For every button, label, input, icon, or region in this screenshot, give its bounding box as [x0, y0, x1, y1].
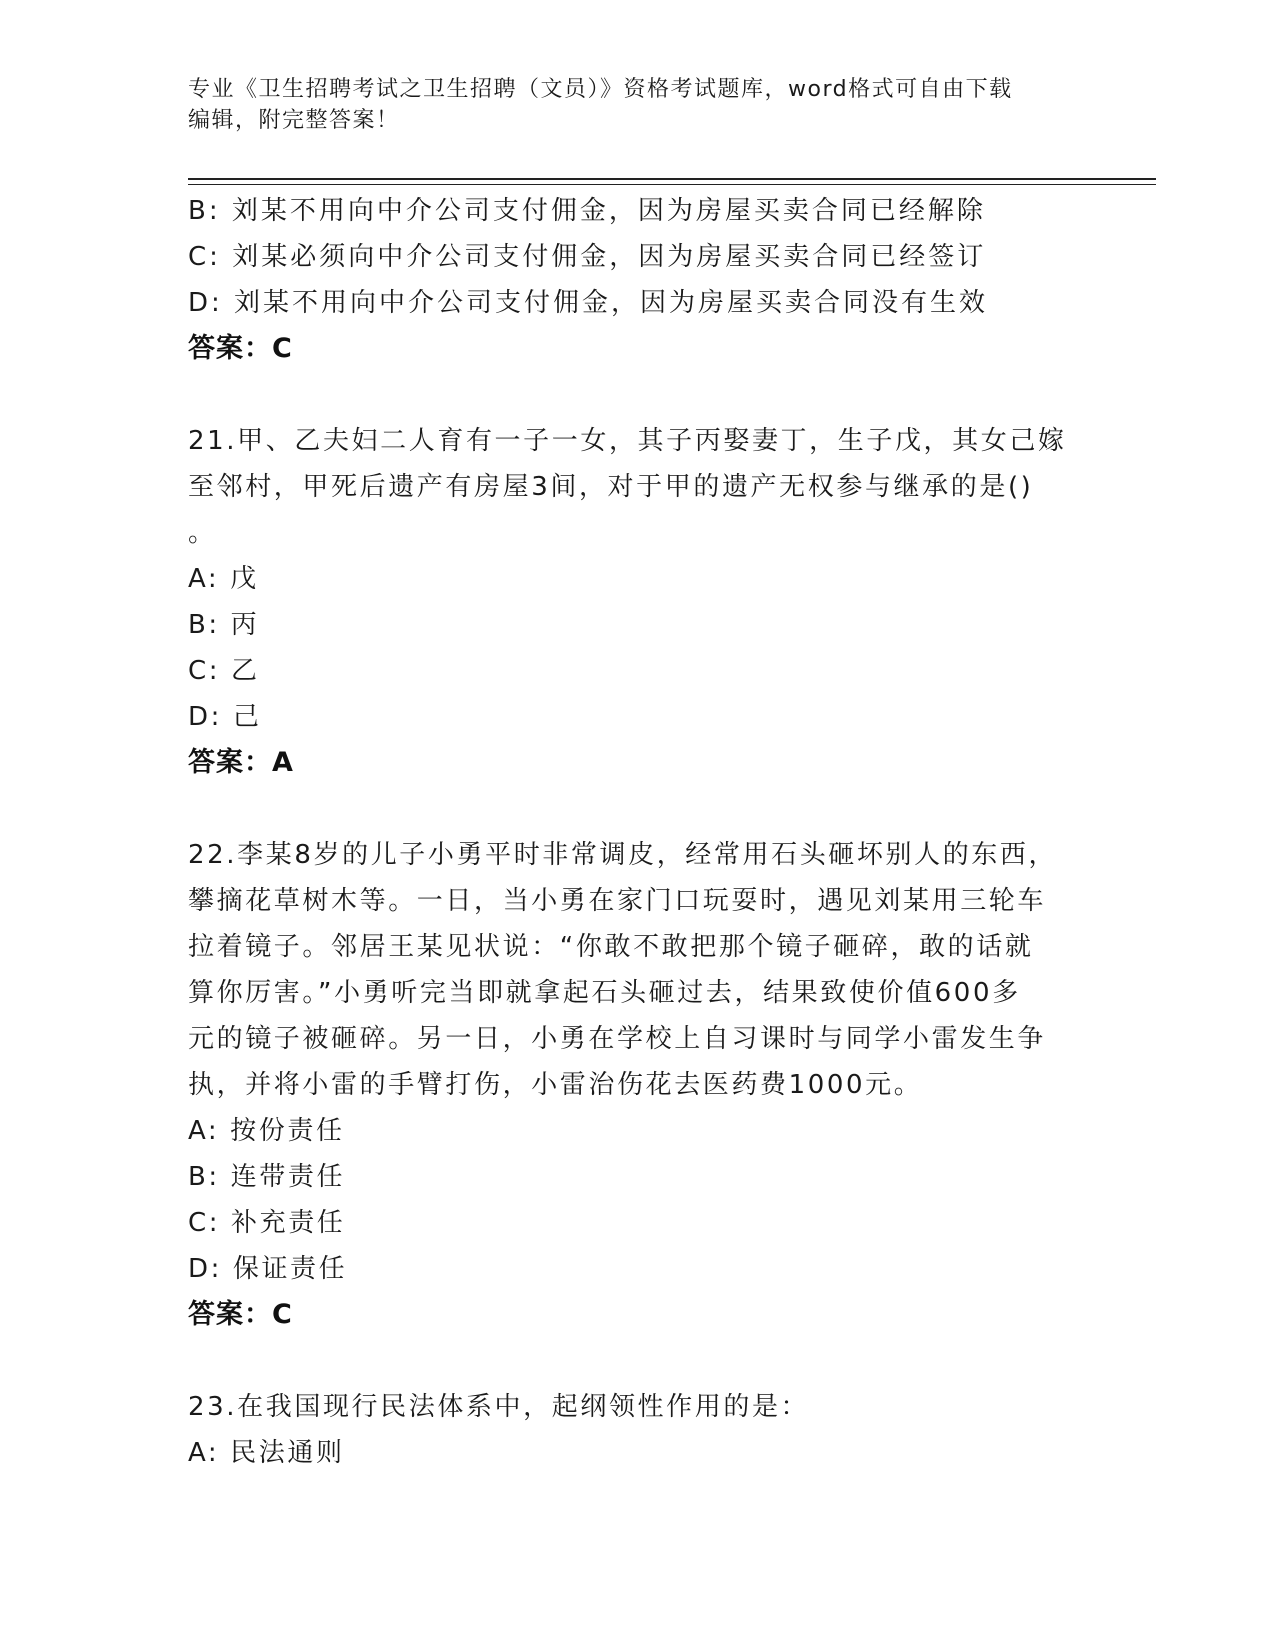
prev-question-options — [188, 188, 1088, 326]
question-stem-line: 元的镜子被砸碎。另一日，小勇在学校上自习课时与同学小雷发生争 — [188, 1024, 1047, 1054]
answer-label: 答案：C — [188, 1299, 293, 1330]
option-d: D: 刘某不用向中介公司支付佣金，因为房屋买卖合同没有生效 — [188, 288, 989, 318]
question-stem-line: 22.李某8岁的儿子小勇平时非常调皮，经常用石头砸坏别人的东西， — [188, 840, 1058, 870]
option-d: D: 保证责任 — [188, 1254, 348, 1284]
question-stem-line: 拉着镜子。邻居王某见状说：“你敢不敢把那个镜子砸碎，敢的话就 — [188, 932, 1034, 962]
question-stem-line: 算你厉害。”小勇听完当即就拿起石头砸过去，结果致使价值600多 — [188, 978, 1021, 1008]
header-line-1: 专业《卫生招聘考试之卫生招聘（文员）》资格考试题库，word格式可自由下载 — [188, 77, 1013, 102]
option-c: C: 乙 — [188, 656, 260, 686]
option-b: B: 连带责任 — [188, 1162, 346, 1192]
question-stem-line: 。 — [188, 518, 217, 548]
question-stem-line: 攀摘花草树木等。一日，当小勇在家门口玩耍时，遇见刘某用三轮车 — [188, 886, 1047, 916]
spacer — [188, 1338, 1088, 1384]
spacer — [188, 372, 1088, 418]
question-stem-line: 23.在我国现行民法体系中，起纲领性作用的是： — [188, 1392, 810, 1422]
option-a: A: 戊 — [188, 564, 259, 594]
document-header — [188, 74, 1088, 136]
option-c: C: 补充责任 — [188, 1208, 346, 1238]
header-divider-thin — [188, 184, 1156, 185]
option-b: B: 丙 — [188, 610, 260, 640]
header-divider-thick — [188, 178, 1156, 180]
option-c: C: 刘某必须向中介公司支付佣金，因为房屋买卖合同已经签订 — [188, 242, 987, 272]
option-b: B: 刘某不用向中介公司支付佣金，因为房屋买卖合同已经解除 — [188, 196, 986, 226]
option-d: D: 己 — [188, 702, 262, 732]
answer-label: 答案：C — [188, 333, 293, 364]
question-23 — [188, 1384, 1088, 1476]
answer-label: 答案：A — [188, 747, 294, 778]
option-a: A: 按份责任 — [188, 1116, 345, 1146]
question-21 — [188, 418, 1088, 786]
question-stem-line: 执，并将小雷的手臂打伤，小雷治伤花去医药费1000元。 — [188, 1070, 923, 1100]
header-line-2: 编辑，附完整答案！ — [188, 108, 400, 133]
question-stem-line: 至邻村，甲死后遗产有房屋3间，对于甲的遗产无权参与继承的是() — [188, 472, 1034, 502]
question-stem-line: 21.甲、乙夫妇二人育有一子一女，其子丙娶妻丁，生子戊，其女己嫁 — [188, 426, 1067, 456]
spacer — [188, 786, 1088, 832]
question-list — [188, 188, 1088, 1476]
option-a: A: 民法通则 — [188, 1438, 345, 1468]
question-22 — [188, 832, 1088, 1338]
